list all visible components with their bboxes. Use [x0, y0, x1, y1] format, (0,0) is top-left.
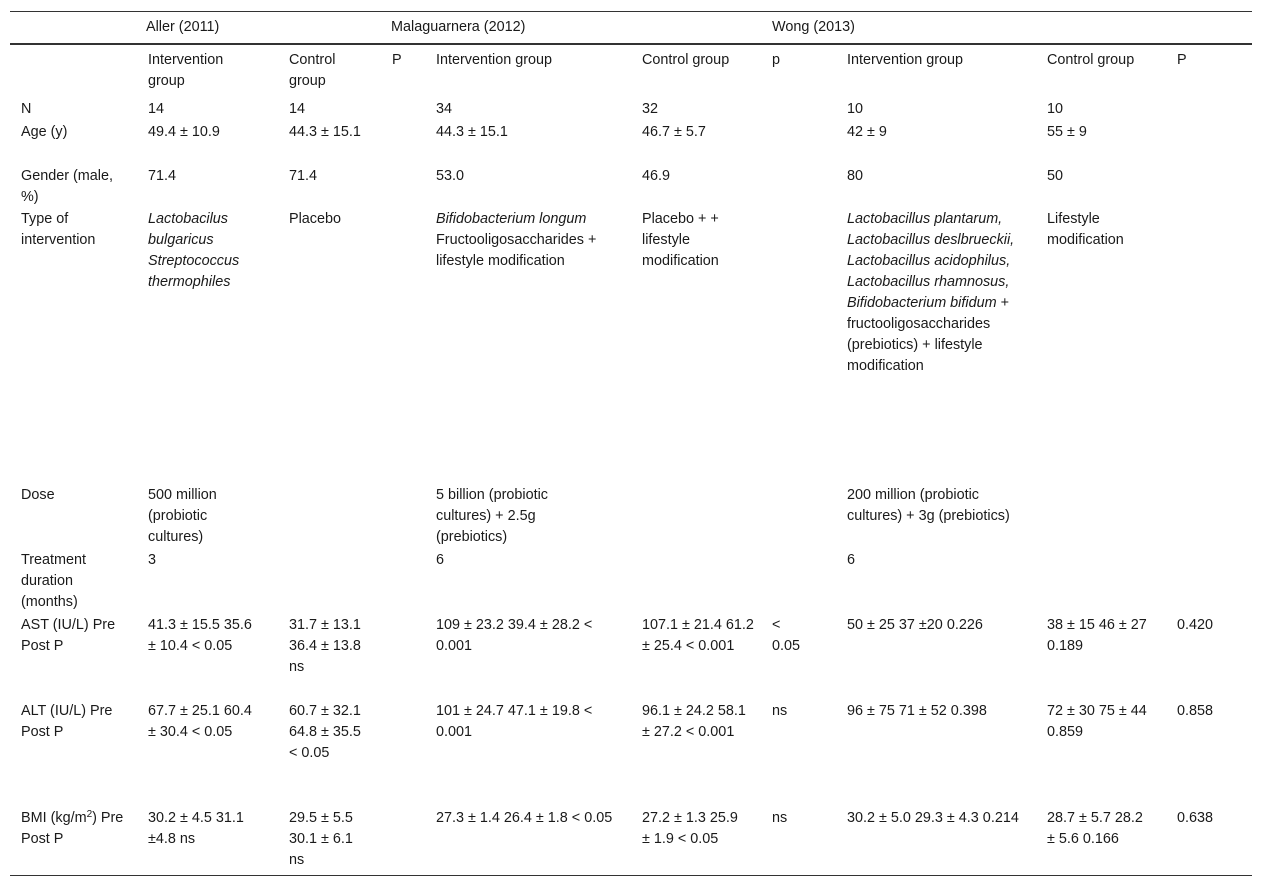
table-cell: Lifestyle modification [1047, 211, 1124, 248]
table-cell: 96.1 ± 24.2 58.1 ± 27.2 < 0.001 [642, 703, 746, 740]
table-row-gender [10, 166, 1252, 209]
table-cell: 10 [1047, 101, 1064, 117]
table-cell: 53.0 [436, 168, 465, 184]
table-cell: 50 ± 25 37 ±20 0.226 [847, 617, 983, 633]
cell-text: Fructooligosaccharides + lifestyle modification [436, 232, 597, 269]
header-intervention-malaguarnera: Intervention group [436, 52, 553, 68]
header-control-malaguarnera: Control group [642, 52, 730, 68]
header-intervention-aller: Intervention group [148, 52, 224, 89]
row-label: Treatment duration (months) [21, 552, 87, 610]
table-cell: 42 ± 9 [847, 124, 887, 140]
table-cell: 6 [847, 552, 856, 568]
table-row-n [10, 99, 1252, 122]
table-cell: 200 million (probiotic cultures) + 3g (prebiotics) [847, 487, 1010, 524]
table-cell: 30.2 ± 5.0 29.3 ± 4.3 0.214 [847, 810, 1019, 826]
table-cell: 38 ± 15 46 ± 27 0.189 [1047, 617, 1147, 654]
table-cell: Lactobacilus bulgaricus Streptococcus thermophiles [148, 211, 240, 290]
table-cell: ns [772, 810, 788, 826]
table-cell: 0.858 [1177, 703, 1214, 719]
header-intervention-wong: Intervention group [847, 52, 964, 68]
table-cell: 27.3 ± 1.4 26.4 ± 1.8 < 0.05 [436, 810, 613, 826]
table-cell: 55 ± 9 [1047, 124, 1087, 140]
cell-text: + fructooligosaccharides (prebiotics) + lifestyle modification [847, 295, 1009, 374]
table-row-duration [10, 550, 1252, 615]
table-row-type [10, 209, 1252, 485]
table-cell: 32 [642, 101, 659, 117]
table-cell: 46.7 ± 5.7 [642, 124, 706, 140]
table-cell: 500 million (probiotic cultures) [148, 487, 217, 545]
table-cell: 109 ± 23.2 39.4 ± 28.2 < 0.001 [436, 617, 593, 654]
row-label: N [21, 101, 32, 117]
table-cell: Placebo [289, 211, 342, 227]
table-row-alt [10, 701, 1252, 808]
table-cell [847, 209, 1022, 377]
header-p-aller: P [392, 52, 402, 68]
table-cell: 41.3 ± 15.5 35.6 ± 10.4 < 0.05 [148, 617, 252, 654]
table-cell: 71.4 [289, 168, 318, 184]
row-label: Dose [21, 487, 55, 503]
species-name: Bifidobacterium longum [436, 211, 587, 227]
table-cell: ns [772, 703, 788, 719]
table-cell: 60.7 ± 32.1 64.8 ± 35.5 < 0.05 [289, 703, 361, 761]
table-row-age [10, 122, 1252, 166]
row-label: Age (y) [21, 124, 68, 140]
table-cell: 29.5 ± 5.5 30.1 ± 6.1 ns [289, 810, 353, 868]
table-cell: 10 [847, 101, 864, 117]
table-cell: 6 [436, 552, 445, 568]
table-cell: 44.3 ± 15.1 [436, 124, 508, 140]
table-cell: 31.7 ± 13.1 36.4 ± 13.8 ns [289, 617, 361, 675]
table-cell: 3 [148, 552, 157, 568]
group-header-row [10, 45, 1252, 99]
table-cell: 46.9 [642, 168, 671, 184]
data-table [10, 11, 1252, 872]
superscript: 2 [86, 809, 93, 820]
species-name: Lactobacillus plantarum, Lactobacillus deslbrueckii, Lactobacillus acidophilus, Lactobacillus rhamnosus, Bifidobacterium bifidum [847, 211, 1015, 311]
table-cell: 28.7 ± 5.7 28.2 ± 5.6 0.166 [1047, 810, 1143, 847]
row-label: AST (IU/L) Pre Post P [21, 617, 116, 654]
cell-text: BMI (kg/m [21, 810, 87, 826]
table-row-ast [10, 615, 1252, 701]
table-cell: 49.4 ± 10.9 [148, 124, 220, 140]
table-cell: 107.1 ± 21.4 61.2 ± 25.4 < 0.001 [642, 617, 754, 654]
table-cell: 80 [847, 168, 864, 184]
cell-text: ) Pre Post P [21, 810, 124, 847]
header-control-aller: Control group [289, 52, 336, 89]
table-cell: 34 [436, 101, 453, 117]
table-cell: Placebo + + lifestyle modification [642, 211, 719, 269]
table-cell: 50 [1047, 168, 1064, 184]
table-cell: 0.420 [1177, 617, 1214, 633]
header-control-wong: Control group [1047, 52, 1135, 68]
table-cell [436, 209, 616, 272]
study-aller: Aller (2011) [146, 19, 220, 35]
table-cell: 0.638 [1177, 810, 1214, 826]
study-malaguarnera: Malaguarnera (2012) [391, 19, 526, 35]
table-cell: 67.7 ± 25.1 60.4 ± 30.4 < 0.05 [148, 703, 252, 740]
table-cell: 44.3 ± 15.1 [289, 124, 361, 140]
table-cell: 27.2 ± 1.3 25.9 ± 1.9 < 0.05 [642, 810, 738, 847]
table-cell: 14 [148, 101, 165, 117]
table-cell: 14 [289, 101, 306, 117]
table-cell: 71.4 [148, 168, 177, 184]
header-p-malaguarnera: p [772, 52, 781, 68]
header-p-wong: P [1177, 52, 1187, 68]
table-cell: 96 ± 75 71 ± 52 0.398 [847, 703, 987, 719]
table-cell: 5 billion (probiotic cultures) + 2.5g (prebiotics) [436, 487, 548, 545]
row-label: ALT (IU/L) Pre Post P [21, 703, 113, 740]
study-wong: Wong (2013) [772, 19, 855, 35]
table-bottom-rule [10, 875, 1252, 876]
table-row-dose [10, 485, 1252, 550]
row-label [21, 808, 131, 850]
row-label: Gender (male, %) [21, 168, 113, 205]
table-cell: < 0.05 [772, 617, 801, 654]
table-cell: 101 ± 24.7 47.1 ± 19.8 < 0.001 [436, 703, 593, 740]
table-row-bmi [10, 808, 1252, 872]
row-label: Type of intervention [21, 211, 96, 248]
study-header-row [10, 12, 1252, 45]
table-cell: 30.2 ± 4.5 31.1 ±4.8 ns [148, 810, 244, 847]
table-cell: 72 ± 30 75 ± 44 0.859 [1047, 703, 1147, 740]
